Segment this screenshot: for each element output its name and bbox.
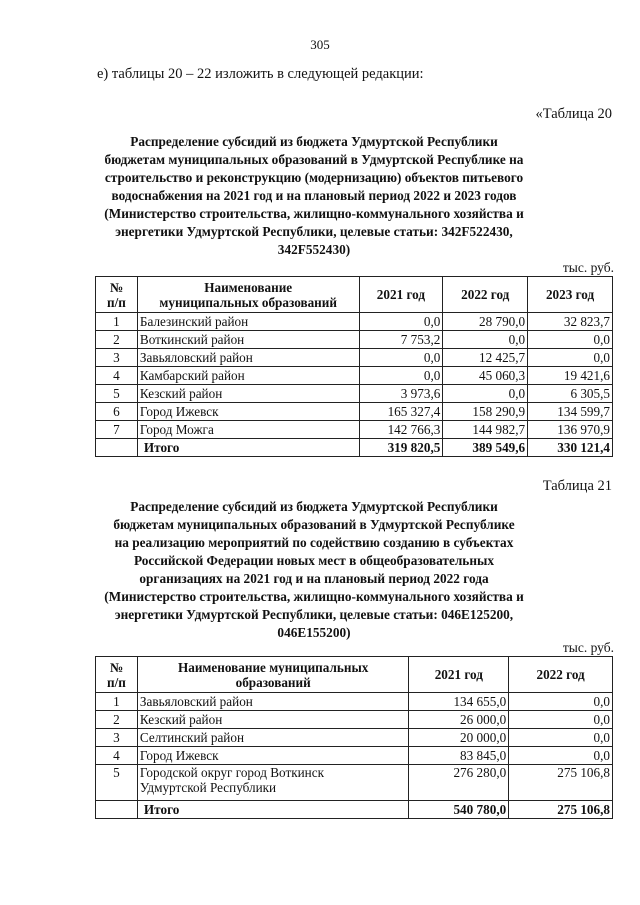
row-value-2022: 28 790,0 [443, 313, 528, 331]
table20-title-line: (Министерство строительства, жилищно-коммунального хозяйства и [104, 206, 524, 221]
row-value-2022: 0,0 [509, 747, 613, 765]
row-value-2021: 83 845,0 [409, 747, 509, 765]
row-value-2021: 26 000,0 [409, 711, 509, 729]
row-name: Кезский район [137, 385, 359, 403]
row-name: Кезский район [137, 711, 408, 729]
row-value-2022: 0,0 [443, 331, 528, 349]
table21-label: Таблица 21 [542, 478, 612, 494]
row-value-2021: 3 973,6 [359, 385, 443, 403]
row-value-2022: 0,0 [443, 385, 528, 403]
table21-title-line: 046E155200) [277, 625, 351, 640]
table20-label: «Таблица 20 [535, 106, 612, 122]
table20-header-2022: 2022 год [443, 277, 528, 313]
table21-title-line: Российской Федерации новых мест в общеобразовательных [133, 553, 495, 568]
table-row [96, 367, 613, 385]
row-value-2021: 142 766,3 [359, 421, 443, 439]
row-value-2022: 158 290,9 [443, 403, 528, 421]
table21-title-line: Распределение субсидий из бюджета Удмуртской Республики [130, 499, 498, 514]
table20-unit: тыс. руб. [562, 260, 614, 275]
table21-title [88, 498, 540, 642]
table21-unit: тыс. руб. [562, 640, 614, 655]
row-value-2022: 0,0 [509, 711, 613, 729]
row-value-2023: 19 421,6 [528, 367, 613, 385]
table21-header-num: № п/п [96, 657, 138, 693]
table-row [96, 385, 613, 403]
table21-title-line: (Министерство строительства, жилищно-коммунального хозяйства и [104, 589, 524, 604]
table-row [96, 421, 613, 439]
row-number: 3 [96, 729, 138, 747]
row-number: 4 [96, 747, 138, 765]
row-name: Балезинский район [137, 313, 359, 331]
table21-header-name: Наименование муниципальных образований [137, 657, 408, 693]
table-row [96, 349, 613, 367]
table21-header-2022: 2022 год [509, 657, 613, 693]
page-number: 305 [310, 37, 330, 52]
table21-total-row [96, 801, 613, 819]
row-number: 6 [96, 403, 138, 421]
row-value-2023: 0,0 [528, 349, 613, 367]
total-value-2022: 389 549,6 [443, 439, 528, 457]
row-value-2023: 0,0 [528, 331, 613, 349]
table21-header-row [96, 657, 613, 693]
table20-title-line: строительство и реконструкцию (модернизацию) объектов питьевого [104, 170, 524, 185]
table20-header-2023: 2023 год [528, 277, 613, 313]
total-value-2023: 330 121,4 [528, 439, 613, 457]
row-value-2023: 6 305,5 [528, 385, 613, 403]
total-value-2022: 275 106,8 [509, 801, 613, 819]
row-name: Завьяловский район [137, 349, 359, 367]
total-value-2021: 319 820,5 [359, 439, 443, 457]
table21-title-line: энергетики Удмуртской Республики, целевые статьи: 046E125200, [114, 607, 514, 622]
row-name: Городской округ город Воткинск Удмуртской Республики [137, 765, 408, 801]
row-name: Селтинский район [137, 729, 408, 747]
row-number: 3 [96, 349, 138, 367]
row-value-2023: 32 823,7 [528, 313, 613, 331]
table20 [95, 276, 613, 457]
row-value-2022: 0,0 [509, 729, 613, 747]
row-name: Город Можга [137, 421, 359, 439]
row-name: Город Ижевск [137, 747, 408, 765]
row-value-2022: 144 982,7 [443, 421, 528, 439]
total-label: Итого [137, 439, 359, 457]
table20-header-name: Наименование муниципальных образований [137, 277, 359, 313]
intro-text: е) таблицы 20 – 22 изложить в следующей редакции: [97, 66, 424, 82]
table-row [96, 331, 613, 349]
row-number: 2 [96, 331, 138, 349]
table-row [96, 693, 613, 711]
table20-title-line: бюджетам муниципальных образований в Удмуртской Республике на [104, 152, 524, 167]
row-name: Город Ижевск [137, 403, 359, 421]
row-name: Завьяловский район [137, 693, 408, 711]
total-value-2021: 540 780,0 [409, 801, 509, 819]
row-value-2021: 0,0 [359, 349, 443, 367]
table-row [96, 747, 613, 765]
row-number: 2 [96, 711, 138, 729]
total-label: Итого [137, 801, 408, 819]
table20-total-row [96, 439, 613, 457]
table20-title-line: энергетики Удмуртской Республики, целевые статьи: 342F522430, [115, 224, 513, 239]
row-name: Камбарский район [137, 367, 359, 385]
table20-title-line: 342F552430) [277, 242, 351, 257]
row-value-2022: 275 106,8 [509, 765, 613, 801]
total-empty-cell [96, 801, 138, 819]
row-value-2021: 20 000,0 [409, 729, 509, 747]
table-row [96, 403, 613, 421]
row-value-2021: 165 327,4 [359, 403, 443, 421]
row-value-2021: 7 753,2 [359, 331, 443, 349]
table20-header-num: № п/п [96, 277, 138, 313]
table20-title [88, 133, 540, 259]
table20-header-2021: 2021 год [359, 277, 443, 313]
table21-title-line: организациях на 2021 год и на плановый период 2022 года [139, 571, 489, 586]
table21-title-line: на реализацию мероприятий по содействию созданию в субъектах [114, 535, 514, 550]
row-number: 5 [96, 385, 138, 403]
table21-header-2021: 2021 год [409, 657, 509, 693]
row-value-2023: 134 599,7 [528, 403, 613, 421]
table-row [96, 729, 613, 747]
table21 [95, 656, 613, 819]
row-value-2021: 276 280,0 [409, 765, 509, 801]
table20-title-line: Распределение субсидий из бюджета Удмуртской Республики [130, 134, 498, 149]
total-empty-cell [96, 439, 138, 457]
row-number: 1 [96, 693, 138, 711]
row-number: 1 [96, 313, 138, 331]
row-value-2022: 0,0 [509, 693, 613, 711]
row-value-2021: 134 655,0 [409, 693, 509, 711]
row-number: 7 [96, 421, 138, 439]
row-name: Воткинский район [137, 331, 359, 349]
row-value-2021: 0,0 [359, 367, 443, 385]
row-number: 5 [96, 765, 138, 801]
row-value-2023: 136 970,9 [528, 421, 613, 439]
row-number: 4 [96, 367, 138, 385]
table-row [96, 313, 613, 331]
table-row [96, 711, 613, 729]
table21-title-line: бюджетам муниципальных образований в Удмуртской Республике [113, 517, 515, 532]
table20-header-row [96, 277, 613, 313]
row-value-2022: 12 425,7 [443, 349, 528, 367]
row-value-2021: 0,0 [359, 313, 443, 331]
row-value-2022: 45 060,3 [443, 367, 528, 385]
table20-title-line: водоснабжения на 2021 год и на плановый период 2022 и 2023 годов [111, 188, 517, 203]
table-row [96, 765, 613, 801]
